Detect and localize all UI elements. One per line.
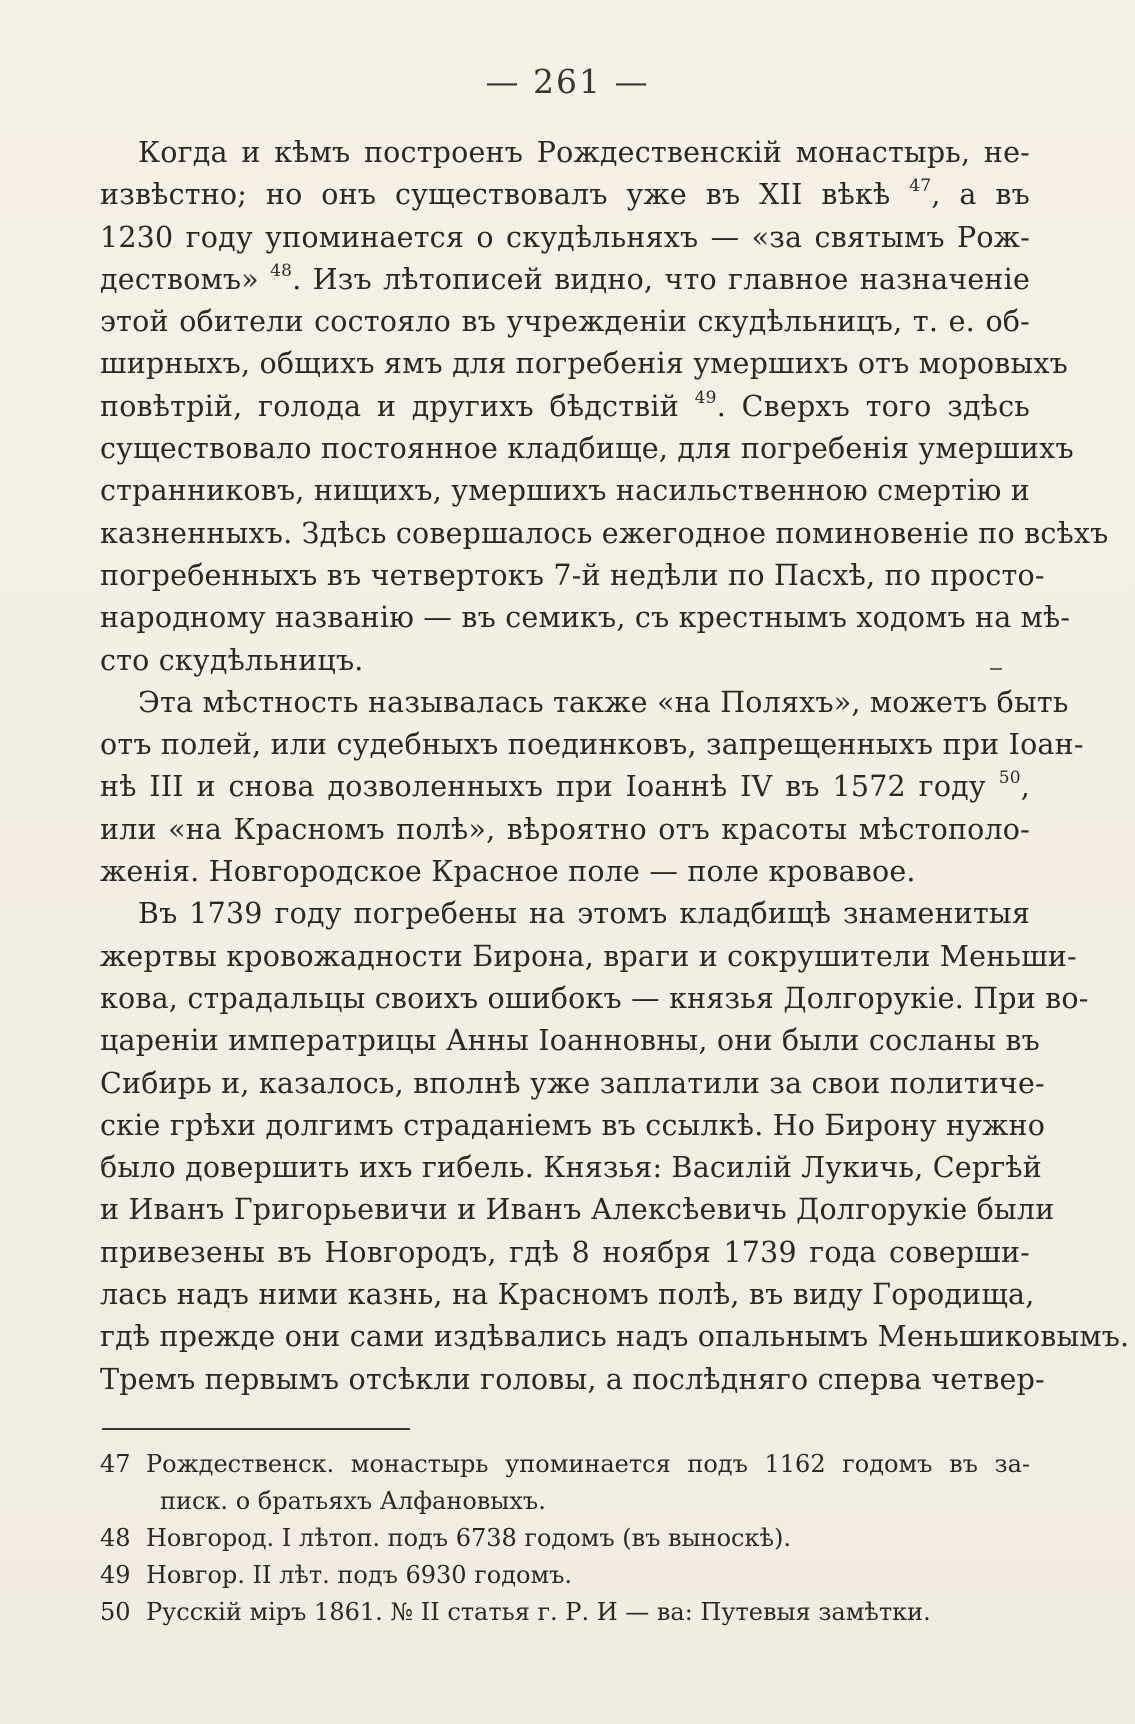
text-line: сто скудѣльницъ. <box>100 643 364 677</box>
footnote-47: 47 Рождественск. монастырь упоминается подъ 1162 годомъ въ за- <box>100 1450 1030 1478</box>
text-line: было довершить ихъ гибель. Князья: Василій Лукичь, Сергѣй <box>100 1151 1042 1185</box>
text-line: кова, страдальцы своихъ ошибокъ — князья Долгорукіе. При во- <box>100 981 1089 1015</box>
text-line: извѣстно; но онъ существовалъ уже въ XII вѣкѣ $^{47}$, а въ <box>100 176 1030 212</box>
footnote-48: 48 Новгород. I лѣтоп. подъ 6738 годомъ (въ выноскѣ). <box>100 1524 791 1552</box>
text-line: существовало постоянное кладбище, для погребенія умершихъ <box>100 432 1074 466</box>
main-text <box>100 132 1130 1401</box>
footnote-separator <box>102 1428 410 1430</box>
text-line: Эта мѣстность называлась также «на Поляхъ», можетъ быть <box>138 685 1069 719</box>
text-line: цареніи императрицы Анны Іоанновны, они были сосланы въ <box>100 1024 1040 1058</box>
text-line: лась надъ ними казнь, на Красномъ полѣ, въ виду Городища, <box>100 1278 1035 1312</box>
footnote-ref[interactable]: 48 <box>270 260 293 281</box>
text-line: жертвы кровожадности Бирона, враги и сокрушители Меньши- <box>100 939 1077 973</box>
text-line: 1230 году упоминается о скудѣльняхъ — «за святымъ Рож- <box>100 220 1030 254</box>
text-line: Тремъ первымъ отсѣкли головы, а послѣдняго сперва четвер- <box>100 1362 1045 1396</box>
text-line: скіе грѣхи долгимъ страданіемъ въ ссылкѣ. Но Бирону нужно <box>100 1108 1046 1142</box>
stray-dash-mark <box>990 668 1002 670</box>
text-line: Когда и кѣмъ построенъ Рождественскій монастырь, не- <box>138 136 1030 169</box>
text-line: народному названію — въ семикъ, съ крестнымъ ходомъ на мѣ- <box>100 601 1071 635</box>
footnote-50: 50 Русскій міръ 1861. № II статья г. Р. И — ва: Путевыя замѣтки. <box>100 1598 931 1626</box>
text-line: привезены въ Новгородъ, гдѣ 8 ноября 1739 года соверши- <box>100 1235 1030 1269</box>
text-line: ширныхъ, общихъ ямъ для погребенія умершихъ отъ моровыхъ <box>100 347 1068 381</box>
text-line: гдѣ прежде они сами издѣвались надъ опальнымъ Меньшиковымъ. <box>100 1320 1130 1354</box>
text-line: или «на Красномъ полѣ», вѣроятно отъ красоты мѣстополо- <box>100 812 1030 846</box>
text-line: повѣтрій, голода и другихъ бѣдствій $^{49}$. Сверхъ того здѣсь <box>100 387 1030 423</box>
text-line: и Иванъ Григорьевичи и Иванъ Алексѣевичь Долгорукіе были <box>100 1193 1055 1227</box>
text-line: этой обители состояло въ учрежденіи скудѣльницъ, т. е. об- <box>100 305 1030 339</box>
text-line: казненныхъ. Здѣсь совершалось ежегодное поминовеніе по всѣхъ <box>100 516 1109 550</box>
footnote-ref[interactable]: 49 <box>694 387 717 408</box>
page-number: — 261 — <box>485 62 650 101</box>
text-line: женія. Новгородское Красное поле — поле кровавое. <box>100 855 916 889</box>
text-line: Сибирь и, казалось, вполнѣ уже заплатили за свои политиче- <box>100 1066 1045 1100</box>
text-line: Въ 1739 году погребены на этомъ кладбищѣ знаменитыя <box>138 897 1030 931</box>
footnote-47-continuation: писк. о братьяхъ Алфановыхъ. <box>160 1487 546 1515</box>
text-line: странниковъ, нищихъ, умершихъ насильственною смертію и <box>100 474 1030 508</box>
footnotes <box>100 1446 1030 1631</box>
footnote-49: 49 Новгор. II лѣт. подъ 6930 годомъ. <box>100 1561 573 1589</box>
text-line: отъ полей, или судебныхъ поединковъ, запрещенныхъ при Іоан- <box>100 728 1084 762</box>
footnote-ref[interactable]: 47 <box>909 176 932 197</box>
text-line: дествомъ» $^{48}$. Изъ лѣтописей видно, что главное назначеніе <box>100 260 1031 296</box>
footnote-ref[interactable]: 50 <box>998 768 1021 789</box>
text-line: нѣ III и снова дозволенныхъ при Іоаннѣ IV въ 1572 году $^{50}$, <box>100 768 1030 804</box>
text-line: погребенныхъ въ четвертокъ 7-й недѣли по Пасхѣ, по просто- <box>100 558 1045 592</box>
